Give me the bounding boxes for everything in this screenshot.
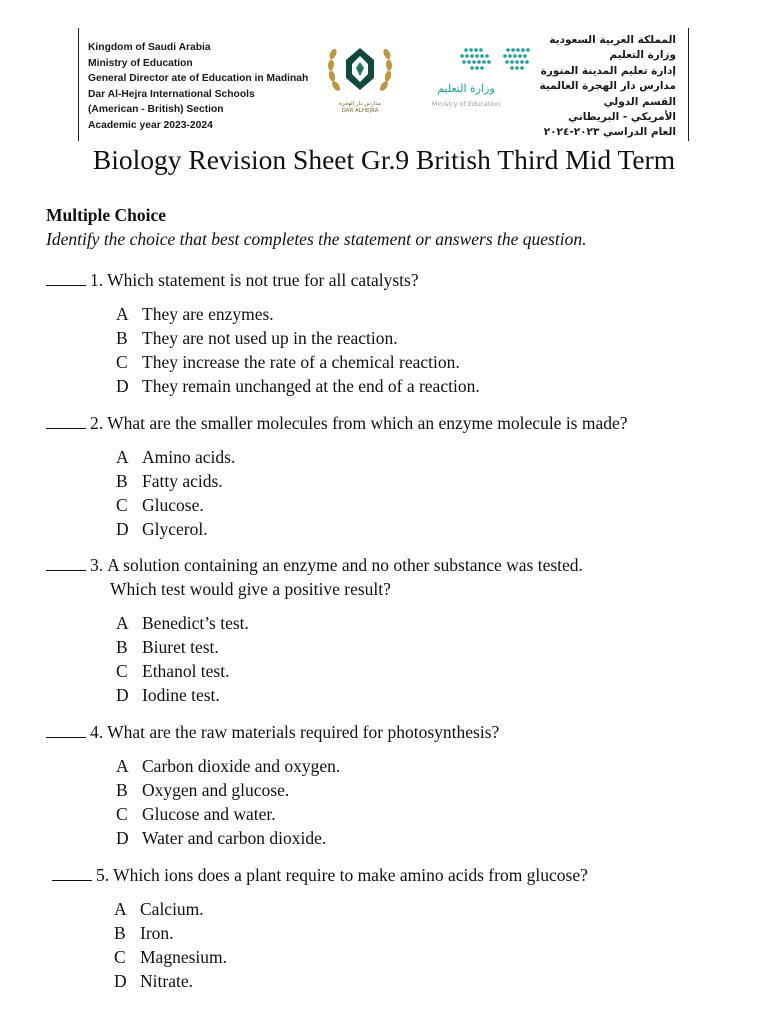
option-letter: C (116, 661, 128, 681)
option-text: They increase the rate of a chemical reaction. (142, 352, 460, 372)
option-letter: B (116, 328, 128, 348)
header-arabic-line: الأمريكي - البريطاني (568, 111, 676, 124)
school-logo-caption-ar: مدارس دار الهجرة (338, 101, 382, 107)
ministry-logo-name-en: Ministry of Education (431, 100, 501, 108)
option-text: Ethanol test. (142, 661, 230, 681)
option-a (116, 754, 499, 778)
question-number: 3. (90, 555, 104, 575)
option-letter: B (114, 923, 126, 943)
option-letter: C (114, 947, 126, 967)
header-arabic-line: القسم الدولي (603, 95, 676, 108)
option-c (116, 350, 480, 374)
header-divider-right (688, 28, 689, 141)
option-b (116, 326, 480, 350)
question-number: 4. (90, 722, 104, 742)
question-number: 5. (96, 865, 110, 885)
option-a (114, 897, 588, 921)
question-text: What are the raw materials required for photosynthesis? (107, 722, 500, 742)
option-text: Water and carbon dioxide. (142, 828, 327, 848)
option-d (116, 374, 480, 398)
header-arabic-line: العام الدراسي ٢٠٢٣-٢٠٢٤ (543, 126, 676, 139)
page-title: Biology Revision Sheet Gr.9 British Third Mid Term (92, 144, 676, 175)
options-list (116, 445, 628, 541)
document-header (0, 28, 768, 143)
header-arabic-block (476, 33, 676, 141)
header-arabic-line: وزارة التعليم (609, 49, 676, 62)
option-text: They remain unchanged at the end of a reaction. (142, 376, 480, 396)
question-number: 1. (90, 270, 104, 290)
option-d (116, 826, 499, 850)
option-text: Glucose and water. (142, 804, 276, 824)
option-letter: A (114, 899, 127, 919)
school-logo (322, 40, 398, 120)
option-letter: D (114, 971, 127, 991)
option-text: Benedict’s test. (142, 613, 249, 633)
question-item (46, 268, 480, 398)
option-letter: C (116, 352, 128, 372)
question-item (46, 411, 628, 541)
question-item (46, 720, 499, 850)
option-text: Iron. (140, 923, 174, 943)
question-text-continued: Which test would give a positive result? (110, 579, 391, 599)
option-letter: B (116, 780, 128, 800)
option-letter: B (116, 637, 128, 657)
section-heading: Multiple Choice (46, 205, 167, 225)
option-letter: C (116, 495, 128, 515)
option-a (116, 445, 628, 469)
header-english-line: General Director ate of Education in Madinah (88, 73, 309, 85)
answer-blank[interactable] (52, 865, 92, 881)
question-text: A solution containing an enzyme and no other substance was tested. (107, 555, 583, 575)
option-text: Amino acids. (142, 447, 236, 467)
section-instructions: Identify the choice that best completes the statement or answers the question. (46, 229, 587, 249)
option-text: Iodine test. (142, 685, 220, 705)
option-text: Glucose. (142, 495, 204, 515)
option-text: Glycerol. (142, 519, 208, 539)
question-text: What are the smaller molecules from which an enzyme molecule is made? (107, 413, 628, 433)
question-number: 2. (90, 413, 104, 433)
option-d (116, 517, 628, 541)
option-text: They are enzymes. (142, 304, 274, 324)
question-item (46, 553, 583, 707)
options-list (114, 897, 588, 993)
option-text: Fatty acids. (142, 471, 223, 491)
answer-blank[interactable] (46, 722, 86, 738)
ministry-logo-name-ar: وزارة التعليم (437, 82, 495, 95)
option-letter: D (116, 519, 129, 539)
option-letter: A (116, 756, 129, 776)
header-arabic-line: مدارس دار الهجرة العالمية (539, 80, 676, 93)
option-letter: A (116, 304, 129, 324)
answer-blank[interactable] (46, 413, 86, 429)
header-english-line: Dar Al-Hejra International Schools (88, 88, 255, 100)
header-arabic-line: المملكة العربية السعودية (549, 34, 676, 46)
option-b (116, 778, 499, 802)
header-english-line: Academic year 2023-2024 (88, 119, 213, 131)
option-letter: B (116, 471, 128, 491)
school-logo-caption-en: DAR ALHEJRA (341, 108, 379, 114)
options-list (116, 754, 499, 850)
answer-blank[interactable] (46, 555, 86, 571)
option-d (116, 683, 583, 707)
answer-blank[interactable] (46, 270, 86, 286)
option-b (116, 635, 583, 659)
option-a (116, 611, 583, 635)
option-text: Nitrate. (140, 971, 193, 991)
option-text: Calcium. (140, 899, 204, 919)
question-item (52, 863, 588, 993)
option-text: Carbon dioxide and oxygen. (142, 756, 341, 776)
option-letter: D (116, 828, 129, 848)
header-english-line: Kingdom of Saudi Arabia (88, 42, 211, 53)
option-text: Magnesium. (140, 947, 228, 967)
option-letter: A (116, 447, 129, 467)
option-b (114, 921, 588, 945)
option-a (116, 302, 480, 326)
option-letter: A (116, 613, 129, 633)
laurel-wreath-emblem-icon (322, 40, 398, 100)
header-english-line: Ministry of Education (88, 57, 193, 69)
header-english-block (88, 40, 318, 134)
header-divider-left (78, 28, 79, 141)
question-text: Which ions does a plant require to make amino acids from glucose? (113, 865, 588, 885)
option-text: They are not used up in the reaction. (142, 328, 398, 348)
option-c (114, 945, 588, 969)
option-text: Oxygen and glucose. (142, 780, 290, 800)
option-text: Biuret test. (142, 637, 219, 657)
question-text: Which statement is not true for all catalysts? (107, 270, 419, 290)
header-english-line: (American - British) Section (88, 104, 224, 116)
option-letter: D (116, 376, 129, 396)
option-c (116, 493, 628, 517)
options-list (116, 302, 480, 398)
options-list (116, 611, 583, 707)
option-c (116, 659, 583, 683)
option-c (116, 802, 499, 826)
option-letter: C (116, 804, 128, 824)
header-arabic-line: إدارة تعليم المدينة المنورة (540, 64, 676, 77)
option-d (114, 969, 588, 993)
option-letter: D (116, 685, 129, 705)
option-b (116, 469, 628, 493)
